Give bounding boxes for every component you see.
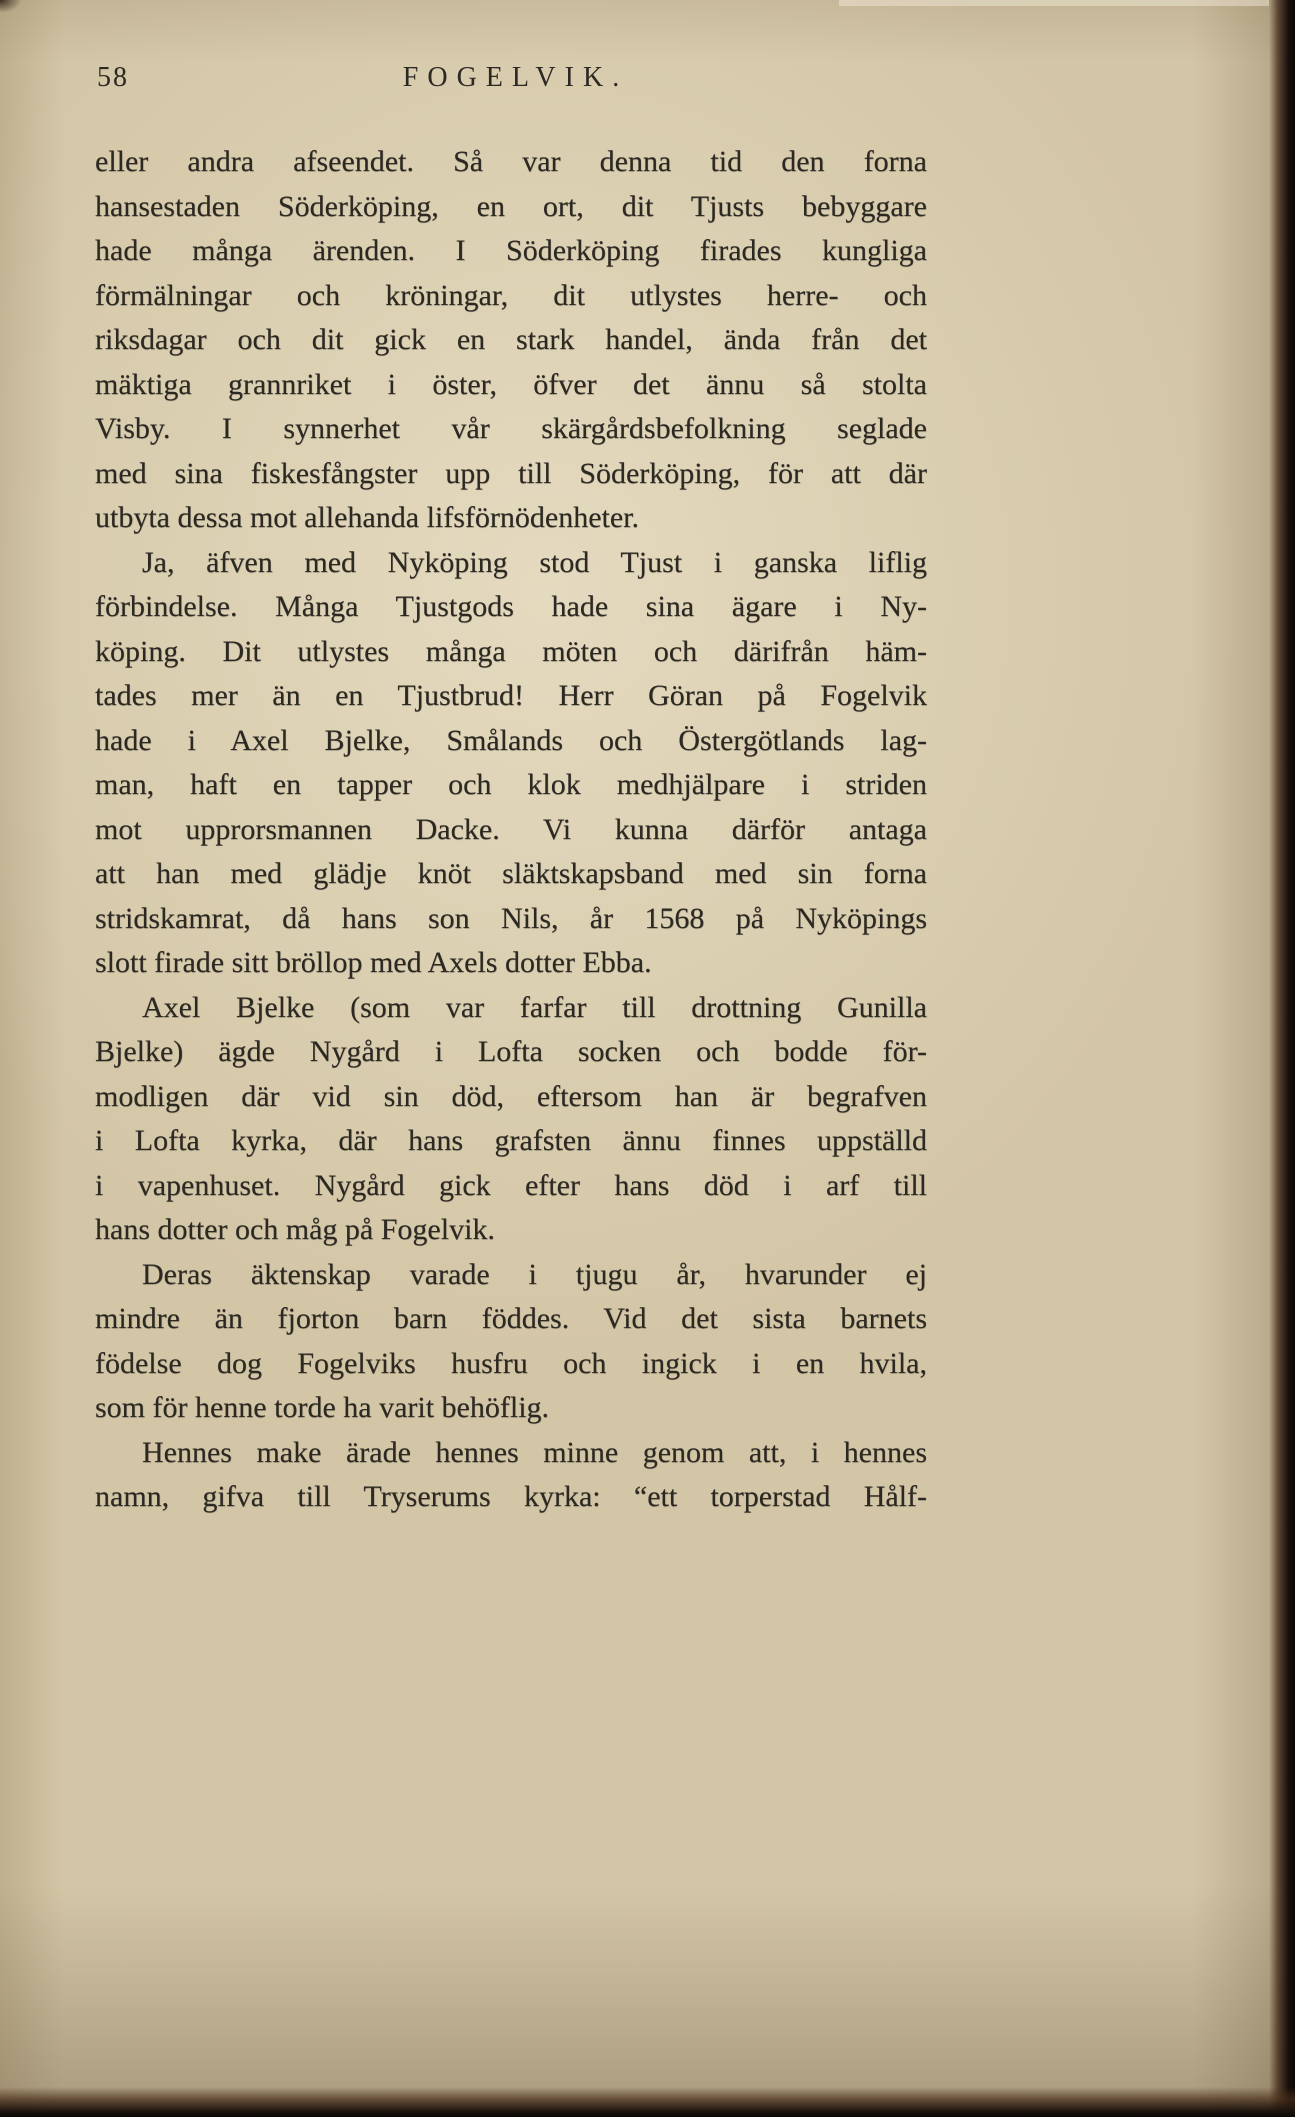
text-line: Bjelke) ägde Nygård i Lofta socken och bodde för-	[95, 1035, 927, 1068]
scan-corner-mark	[0, 0, 22, 13]
text-line: namn, gifva till Tryserums kyrka: “ett torperstad Hålf-	[95, 1480, 927, 1513]
text-line: mindre än fjorton barn föddes. Vid det sista barnets	[95, 1302, 927, 1335]
paragraph	[95, 986, 927, 1253]
page-header	[95, 62, 927, 104]
paragraph	[95, 1253, 927, 1431]
text-line: Ja, äfven med Nyköping stod Tjust i ganska liflig	[142, 545, 927, 579]
text-line: Axel Bjelke (som var farfar till drottning Gunilla	[142, 990, 927, 1024]
text-line: förbindelse. Många Tjustgods hade sina ägare i Ny-	[95, 590, 927, 623]
text-line: som för henne torde ha varit behöflig.	[95, 1391, 550, 1424]
scan-edge-top-highlight	[839, 0, 1269, 6]
text-line: hade i Axel Bjelke, Smålands och Östergötlands lag-	[95, 723, 927, 757]
text-line: köping. Dit utlystes många möten och därifrån häm-	[95, 634, 927, 668]
text-line: i Lofta kyrka, där hans grafsten ännu finnes uppställd	[95, 1124, 927, 1157]
text-line: stridskamrat, då hans son Nils, år 1568 på Nyköpings	[95, 901, 927, 935]
text-line: hade många ärenden. I Söderköping firades kungliga	[95, 234, 927, 267]
paragraph	[95, 140, 927, 541]
text-line: med sina fiskesfångster upp till Söderköping, för att där	[95, 456, 927, 490]
text-line: födelse dog Fogelviks husfru och ingick i en hvila,	[95, 1346, 927, 1380]
text-line: eller andra afseendet. Så var denna tid den forna	[95, 145, 927, 178]
text-line: man, haft en tapper och klok medhjälpare i striden	[95, 768, 927, 801]
text-line: hansestaden Söderköping, en ort, dit Tjusts bebyggare	[95, 189, 927, 223]
paragraph	[95, 541, 927, 986]
text-line: tades mer än en Tjustbrud! Herr Göran på Fogelvik	[95, 679, 927, 712]
text-line: utbyta dessa mot allehanda lifsförnödenheter.	[95, 501, 639, 534]
text-line: mäktiga grannriket i öster, öfver det ännu så stolta	[95, 367, 927, 401]
paragraph	[95, 1431, 927, 1520]
page-number: 58	[97, 62, 129, 93]
text-line: förmälningar och kröningar, dit utlystes herre- och	[95, 278, 927, 312]
text-line: riksdagar och dit gick en stark handel, ända från det	[95, 323, 927, 356]
text-line: Visby. I synnerhet vår skärgårdsbefolkning seglade	[95, 412, 927, 445]
text-line: i vapenhuset. Nygård gick efter hans död i arf till	[95, 1168, 927, 1202]
text-line: slott firade sitt bröllop med Axels dotter Ebba.	[95, 946, 652, 979]
text-line: hans dotter och måg på Fogelvik.	[95, 1213, 495, 1246]
text-line: Deras äktenskap varade i tjugu år, hvarunder ej	[142, 1257, 927, 1291]
text-line: mot upprorsmannen Dacke. Vi kunna därför antaga	[95, 812, 927, 846]
text-line: Hennes make ärade hennes minne genom att, i hennes	[142, 1435, 927, 1469]
text-line: att han med glädje knöt släktskapsband med sin forna	[95, 857, 927, 890]
scan-edge-right	[1269, 0, 1295, 2117]
text-line: modligen där vid sin död, eftersom han är begrafven	[95, 1079, 927, 1113]
running-title: FOGELVIK.	[402, 62, 629, 93]
scan-edge-bottom	[0, 2087, 1295, 2117]
page-content	[95, 62, 927, 1520]
body-text	[95, 140, 927, 1520]
